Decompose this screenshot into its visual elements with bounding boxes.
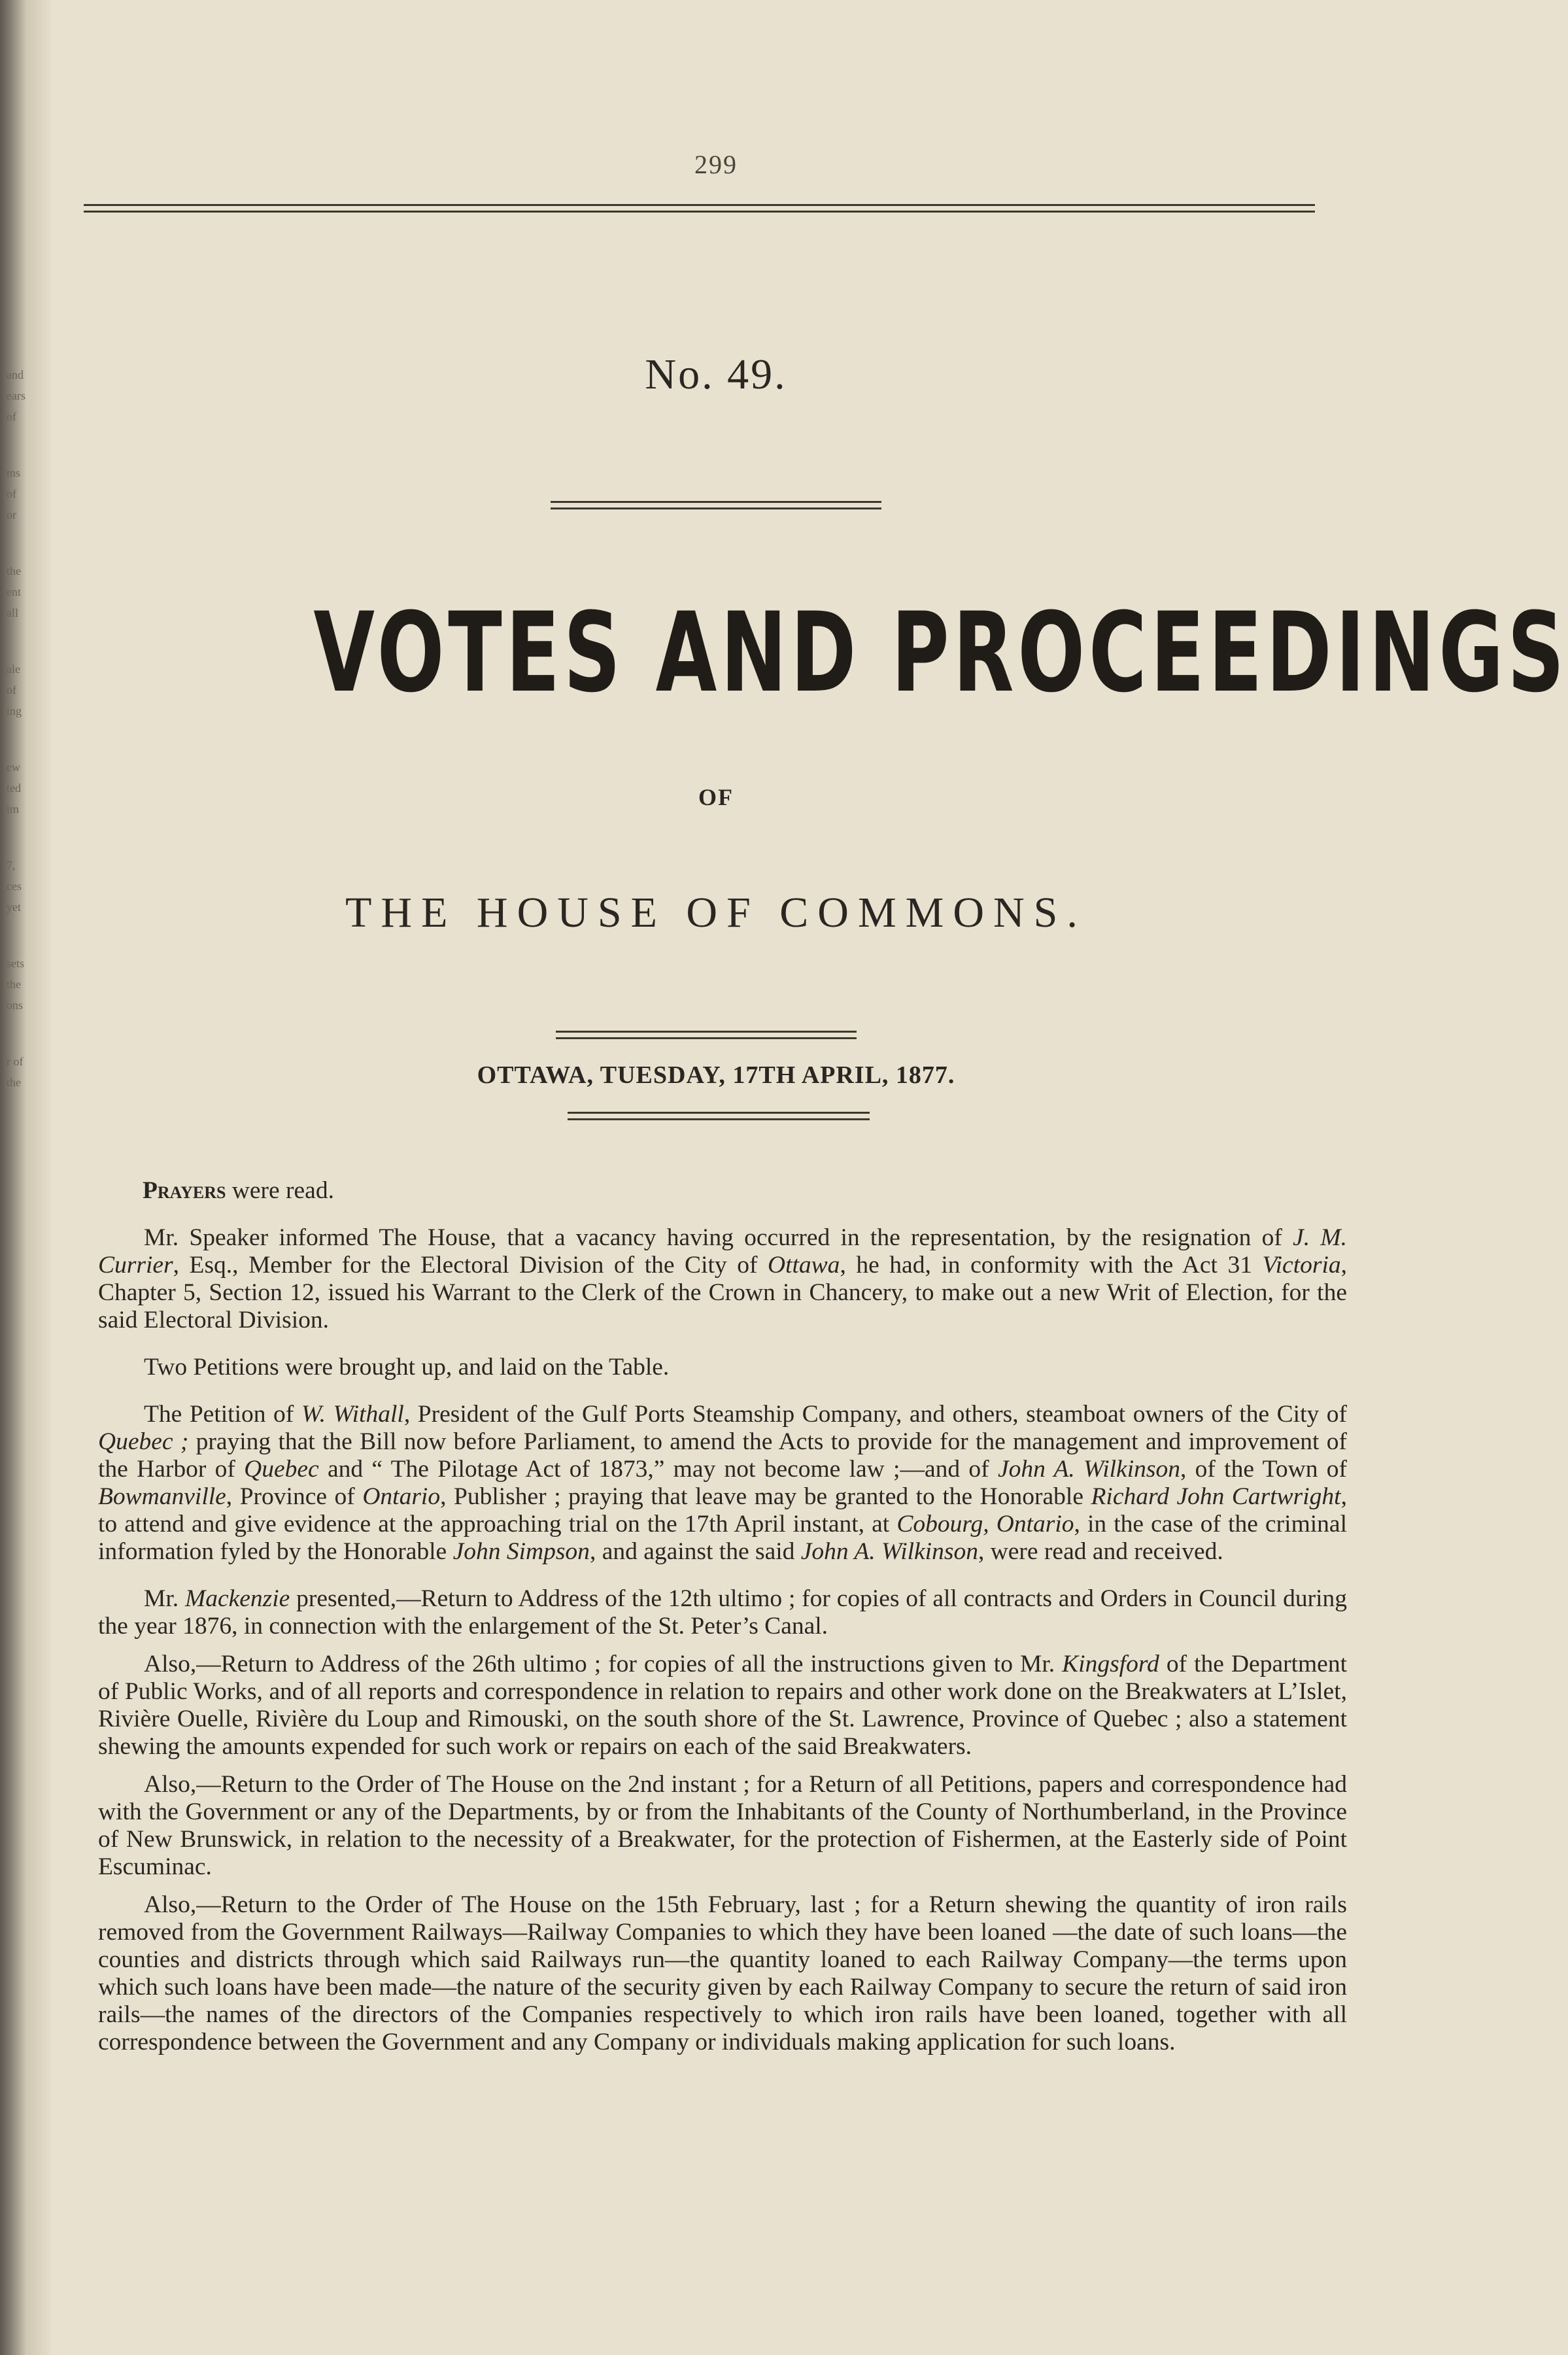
margin-fragment: of — [7, 683, 16, 696]
petition-bowmanville: Bowmanville — [98, 1483, 226, 1510]
header-rule-top — [84, 204, 1315, 206]
page-number: 299 — [694, 150, 738, 179]
petition-quebec-2: Quebec — [244, 1456, 319, 1483]
mackenzie-name: Mackenzie — [184, 1585, 290, 1612]
margin-fragment: the — [7, 1076, 21, 1089]
petition-text-c: praying that the Bill now before Parliament, to amend the Acts to provide for the management and improvement of the Harbor of — [98, 1428, 1347, 1483]
margin-fragment: the — [7, 978, 21, 991]
main-title: VOTES AND PROCEEDINGS — [313, 589, 1568, 717]
margin-fragment: ew — [7, 761, 20, 774]
margin-fragment: sets — [7, 957, 24, 970]
petition-text-k: , were read and received. — [978, 1538, 1223, 1565]
speaker-text-c: , he had, in conformity with the Act 31 — [840, 1252, 1263, 1279]
margin-fragment: ces — [7, 880, 22, 893]
header-rule-bottom — [84, 211, 1315, 213]
date-line: OTTAWA, TUESDAY, 17TH APRIL, 1877. — [477, 1061, 955, 1089]
paragraph-petitions: Two Petitions were brought up, and laid on the Table. — [144, 1354, 670, 1381]
petition-text-h: , to attend and give evidence at the approaching trial on the 17th April instant, at — [98, 1483, 1347, 1538]
paragraph-mackenzie — [98, 1585, 1347, 1640]
paragraph-also-2: Also,—Return to the Order of The House on the 2nd instant ; for a Return of all Petitions, papers and correspondence had with the Government or any of the Departments, by or from the Inhabitants of the County of Northumberland, in the Province of New Brunswick, in relation to the necessity of a Breakwater, for the protection of Fishermen, at the Easterly side of Point Escuminac. — [98, 1771, 1347, 1880]
also1-text-b: of the Department of Public Works, and of all reports and correspondence in relation to repairs and other work done on the Breakwaters at L’Islet, Rivière Ouelle, Rivière du Loup and Rimouski, on the south shore of the St. Lawrence, Province of Quebec ; also a statement shewing the amounts expended for such work or repairs on each of the said Breakwaters. — [98, 1651, 1347, 1760]
margin-fragment: and — [7, 368, 24, 381]
mackenzie-text-b: presented,—Return to Address of the 12th ultimo ; for copies of all contracts and Orders in Council during the year 1876, in connection with the enlargement of the St. Peter’s Canal. — [98, 1585, 1348, 1640]
date-rule-bottom — [568, 1118, 870, 1120]
number-rule-top — [551, 501, 881, 503]
paragraph-also-1 — [98, 1651, 1347, 1761]
number-rule-bottom — [551, 507, 881, 509]
margin-fragment: 7, — [7, 859, 16, 872]
prayers-rest: were read. — [226, 1177, 334, 1204]
petition-text-g: , Publisher ; praying that leave may be granted to the Honorable — [440, 1483, 1091, 1510]
speaker-text-d: , Chapter 5, Section 12, issued his Warrant to the Clerk of the Crown in Chancery, to make out a new Writ of Election, for the said Electoral Division. — [98, 1252, 1348, 1333]
petition-cobourg: Cobourg, Ontario — [896, 1511, 1074, 1538]
petition-text-b: , President of the Gulf Ports Steamship Company, and others, steamboat owners of the City of — [403, 1401, 1348, 1428]
speaker-victoria: Victoria — [1262, 1252, 1341, 1279]
house-rule-bottom — [556, 1037, 857, 1039]
speaker-city-ottawa: Ottawa — [768, 1252, 840, 1279]
margin-fragment: ale — [7, 662, 20, 676]
margin-fragment: r of — [7, 1055, 24, 1068]
paragraph-prayers — [98, 1177, 1347, 1205]
speaker-text-a: Mr. Speaker informed The House, that a vacancy having occurred in the representation, by the resignation of — [144, 1224, 1293, 1251]
petition-wilkinson-2: John A. Wilkinson — [800, 1538, 978, 1565]
speaker-name-currier: J. M. Currier — [98, 1224, 1347, 1279]
margin-fragment: ent — [7, 585, 21, 598]
petition-wilkinson: John A. Wilkinson — [997, 1456, 1180, 1483]
margin-fragment: ears — [7, 389, 26, 402]
margin-fragment: ons — [7, 999, 24, 1012]
petition-withall: W. Withall — [301, 1401, 404, 1428]
paragraph-also-3: Also,—Return to the Order of The House on the 15th February, last ; for a Return shewing the quantity of iron rails removed from the Government Railways—Railway Companies to which they have been loaned —the date of such loans—the counties and districts through which said Railways run—the quantity loaned to each Railway Company—the terms upon which such loans have been made—the nature of the security given by each Railway Company to secure the return of said iron rails—the names of the directors of the Companies respectively to which iron rails have been loaned, together with all correspondence between the Government and any Company or individuals making application for such loans. — [98, 1891, 1347, 2055]
petition-text-f: , Province of — [226, 1483, 363, 1510]
proceedings-body — [98, 1177, 1347, 2067]
petition-ontario: Ontario — [362, 1483, 441, 1510]
adjacent-page-margin-text — [7, 366, 46, 1095]
paragraph-petition-text — [98, 1401, 1347, 1566]
margin-fragment: or — [7, 508, 16, 521]
house-title: THE HOUSE OF COMMONS. — [345, 889, 1087, 937]
document-number: No. 49. — [645, 351, 787, 398]
margin-fragment: ms — [7, 466, 21, 479]
margin-fragment: of — [7, 410, 16, 423]
margin-fragment: ted — [7, 782, 21, 795]
house-rule-top — [556, 1031, 857, 1033]
petition-cartwright: Richard John Cartwright — [1091, 1483, 1341, 1510]
paragraph-speaker — [98, 1224, 1347, 1334]
also1-kingsford: Kingsford — [1062, 1651, 1159, 1677]
margin-fragment: ing — [7, 704, 22, 717]
margin-fragment: yet — [7, 901, 21, 914]
mackenzie-text-a: Mr. — [144, 1585, 185, 1612]
petition-text-d: and “ The Pilotage Act of 1873,” may not become law ;—and of — [318, 1456, 998, 1483]
petition-text-a: The Petition of — [144, 1401, 301, 1428]
petition-quebec: Quebec ; — [98, 1428, 189, 1455]
also1-text-a: Also,—Return to Address of the 26th ultimo ; for copies of all the instructions given to Mr. — [144, 1651, 1063, 1677]
margin-fragment: of — [7, 487, 16, 500]
margin-fragment: the — [7, 564, 21, 577]
prayers-lead: Prayers — [143, 1177, 226, 1204]
petition-text-i: , in the case of the criminal information fyled by the Honorable — [98, 1511, 1347, 1565]
petition-text-e: , of the Town of — [1180, 1456, 1347, 1483]
margin-fragment: all — [7, 606, 18, 619]
margin-fragment: im — [7, 802, 20, 816]
date-rule-top — [568, 1112, 870, 1114]
petition-simpson: John Simpson — [452, 1538, 590, 1565]
petition-text-j: , and against the said — [589, 1538, 801, 1565]
title-of: OF — [698, 784, 734, 810]
speaker-text-b: , Esq., Member for the Electoral Division of the City of — [173, 1252, 768, 1279]
